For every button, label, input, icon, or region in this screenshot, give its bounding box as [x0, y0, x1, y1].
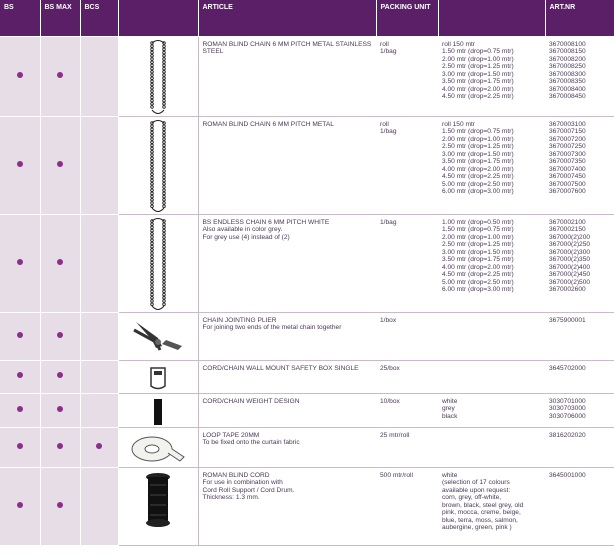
article-number-line: 3670008300	[549, 70, 586, 78]
artnr-cell	[545, 116, 614, 214]
compat-dot-icon	[57, 332, 63, 338]
options-cell	[438, 214, 545, 312]
compat-bs-cell	[0, 393, 40, 427]
option-line: roll 150 mtr	[442, 120, 475, 128]
article-number-line: 3030706000	[549, 412, 586, 420]
packing-cell	[376, 116, 438, 214]
article-number-line: 3645001000	[549, 471, 586, 479]
article-number-line: 3670008400	[549, 85, 586, 93]
article-number-line: 367000(2)450	[549, 271, 591, 278]
header-bcs: BCS	[80, 0, 118, 36]
option-line: blue, terra, moss, salmon,	[442, 516, 518, 524]
packing-unit	[380, 219, 435, 227]
article-title: CORD/CHAIN WEIGHT DESIGN	[202, 397, 300, 405]
compat-dot-icon	[57, 259, 63, 265]
option-line: black	[442, 412, 458, 420]
article-title: ROMAN BLIND CHAIN 6 MM PITCH METAL STAINLESS STEEL	[202, 40, 372, 55]
product-image-cell	[118, 393, 198, 427]
option-line: 6.00 mtr (drop=3.00 mtr)	[442, 188, 514, 195]
option-line: 4.00 mtr (drop=2.00 mtr)	[442, 85, 514, 93]
article-number-line: 3670007250	[549, 143, 586, 150]
article-number-line: 3670007200	[549, 135, 586, 143]
options-cell	[438, 36, 545, 116]
table-row	[0, 467, 614, 545]
option-line: 2.00 mtr (drop=1.00 mtr)	[442, 233, 514, 241]
product-image-cell	[118, 427, 198, 467]
header-row	[0, 0, 614, 36]
artnr-cell	[545, 36, 614, 116]
compat-bs-cell	[0, 116, 40, 214]
table-row	[0, 360, 614, 393]
article-description-line: For joining two ends of the metal chain together	[202, 324, 342, 331]
article-description-line: Also available in color grey.	[202, 226, 283, 233]
compat-bs-cell	[0, 467, 40, 545]
artnr-cell	[545, 427, 614, 467]
option-line: 2.00 mtr (drop=1.00 mtr)	[442, 55, 514, 63]
compat-bs-cell	[0, 427, 40, 467]
bead-chain-loop-icon	[119, 215, 198, 310]
packing-unit-line: 25 mtr/roll	[380, 431, 410, 439]
options-cell	[438, 312, 545, 360]
article-cell	[198, 427, 376, 467]
option-line: 3.50 mtr (drop=1.75 mtr)	[442, 78, 514, 85]
table-row	[0, 116, 614, 214]
option-line: 4.50 mtr (drop=2.25 mtr)	[442, 173, 514, 180]
option-line: 3.00 mtr (drop=1.50 mtr)	[442, 248, 514, 256]
option-line: 2.50 mtr (drop=1.25 mtr)	[442, 241, 514, 248]
compat-bs-cell	[0, 312, 40, 360]
compat-bcs-cell	[80, 360, 118, 393]
packing-unit-line: 10/box	[380, 397, 400, 405]
header-bsmax: BS MAX	[40, 0, 80, 36]
table-row	[0, 312, 614, 360]
compat-bsmax-cell	[40, 36, 80, 116]
packing-unit	[380, 41, 435, 56]
article-number-line: 3670008450	[549, 93, 586, 100]
compat-bcs-cell	[80, 427, 118, 467]
article-title: LOOP TAPE 20MM	[202, 431, 260, 439]
option-line: 2.50 mtr (drop=1.25 mtr)	[442, 63, 514, 70]
compat-dot-icon	[57, 406, 63, 412]
compat-bsmax-cell	[40, 214, 80, 312]
article-number-line: 3670008100	[549, 40, 586, 48]
article-number-line: 3670008150	[549, 48, 586, 55]
article-cell	[198, 214, 376, 312]
table-row	[0, 427, 614, 467]
packing-cell	[376, 214, 438, 312]
article-description	[203, 439, 374, 447]
packing-unit	[380, 365, 435, 373]
packing-cell	[376, 467, 438, 545]
packing-cell	[376, 360, 438, 393]
article-description-line: Thickness: 1.3 mm.	[202, 494, 260, 501]
article-number-line: 3816202020	[549, 431, 586, 439]
article-number-line: 3670007600	[549, 188, 586, 195]
article-number	[549, 317, 611, 325]
option	[442, 219, 542, 294]
compat-bs-cell	[0, 214, 40, 312]
article-number	[549, 432, 611, 440]
header-packing: PACKING UNIT	[376, 0, 438, 36]
article-number-line: 367000(2)200	[549, 233, 591, 241]
compat-bsmax-cell	[40, 116, 80, 214]
article-cell	[198, 393, 376, 427]
packing-unit-line: 25/box	[380, 364, 400, 372]
article-number-line: 367000(2)350	[549, 256, 591, 263]
article-number-line: 3670002150	[549, 226, 586, 233]
article-number-line: 3030701000	[549, 397, 586, 405]
compat-bsmax-cell	[40, 360, 80, 393]
weight-bar-icon	[119, 394, 198, 427]
article-cell	[198, 116, 376, 214]
header-image	[118, 0, 198, 36]
product-image-cell	[118, 360, 198, 393]
packing-unit-line: 500 mtr/roll	[380, 471, 413, 479]
article-number-line: 3670003100	[549, 120, 586, 128]
article-number	[549, 365, 611, 373]
artnr-cell	[545, 393, 614, 427]
option-line: 4.00 mtr (drop=2.00 mtr)	[442, 263, 514, 271]
product-image-cell	[118, 214, 198, 312]
header-bs: BS	[0, 0, 40, 36]
article-cell	[198, 312, 376, 360]
compat-dot-icon	[57, 72, 63, 78]
article-number-line: 3670007450	[549, 173, 586, 180]
packing-unit	[380, 121, 435, 136]
option-line: aubergine, green, pink )	[442, 524, 512, 531]
article-description-line: For grey use (4) instead of (2)	[202, 233, 290, 241]
compat-dot-icon	[17, 259, 23, 265]
compat-bs-cell	[0, 360, 40, 393]
article-title: ROMAN BLIND CHAIN 6 MM PITCH METAL	[202, 120, 334, 128]
compat-dot-icon	[17, 443, 23, 449]
article-number-line: 3670002100	[549, 218, 586, 226]
compat-dot-icon	[96, 443, 102, 449]
option-line: corn, grey, off-white,	[442, 494, 502, 501]
article-title: BS ENDLESS CHAIN 6 MM PITCH WHITE	[202, 218, 330, 226]
article-number-line: 3670007150	[549, 128, 586, 135]
option-line: pink, mocca, creme, beige,	[442, 509, 521, 516]
options-cell	[438, 360, 545, 393]
option-line: 4.50 mtr (drop=2.25 mtr)	[442, 271, 514, 278]
article-number-line: 3030703000	[549, 405, 586, 412]
option-line: 4.50 mtr (drop=2.25 mtr)	[442, 93, 514, 100]
header-options	[438, 0, 545, 36]
option-line: 2.50 mtr (drop=1.25 mtr)	[442, 143, 514, 150]
compat-bcs-cell	[80, 312, 118, 360]
article-number-line: 367000(2)300	[549, 248, 591, 256]
article-number-line: 3670008250	[549, 63, 586, 70]
option-line: white	[442, 397, 458, 405]
options-cell	[438, 393, 545, 427]
article-description-line: To be fixed onto the curtain fabric	[202, 439, 300, 446]
compat-bcs-cell	[80, 116, 118, 214]
option	[442, 472, 542, 532]
packing-unit-line: 1/bag	[380, 218, 397, 226]
article-cell	[198, 360, 376, 393]
artnr-cell	[545, 360, 614, 393]
compat-bcs-cell	[80, 393, 118, 427]
article-number-line: 3670008350	[549, 78, 586, 85]
article-number-line: 3645702000	[549, 364, 586, 372]
option-line: white	[442, 471, 458, 479]
compat-bcs-cell	[80, 214, 118, 312]
compat-dot-icon	[57, 443, 63, 449]
compat-bsmax-cell	[40, 312, 80, 360]
option-line: 3.00 mtr (drop=1.50 mtr)	[442, 150, 514, 158]
article-number-line: 3675900001	[549, 316, 586, 324]
artnr-cell	[545, 467, 614, 545]
cord-spool-icon	[119, 468, 198, 531]
option	[442, 121, 542, 196]
product-image-cell	[118, 312, 198, 360]
options-cell	[438, 467, 545, 545]
packing-unit	[380, 472, 435, 480]
option-line: roll 150 mtr	[442, 40, 475, 48]
option-line: 1.50 mtr (drop=0.75 mtr)	[442, 128, 514, 135]
article-number-line: 3670007400	[549, 165, 586, 173]
compat-bsmax-cell	[40, 427, 80, 467]
option-line: brown, black, steel grey, old	[442, 501, 524, 509]
packing-unit-line: 1/box	[380, 316, 397, 324]
compat-dot-icon	[17, 372, 23, 378]
article-number	[549, 472, 611, 480]
article-number-line: 3670007500	[549, 180, 586, 188]
article-number	[549, 219, 611, 294]
compat-dot-icon	[17, 161, 23, 167]
table-row	[0, 36, 614, 116]
option-line: (selection of 17 colours	[442, 479, 510, 486]
tape-roll-icon	[119, 428, 198, 465]
artnr-cell	[545, 214, 614, 312]
packing-unit	[380, 432, 435, 440]
compat-bsmax-cell	[40, 393, 80, 427]
bead-chain-icon	[119, 37, 198, 114]
compat-dot-icon	[17, 502, 23, 508]
option-line: 1.50 mtr (drop=0.75 mtr)	[442, 48, 514, 55]
option-line: available upon request:	[442, 486, 511, 494]
option-line: 3.00 mtr (drop=1.50 mtr)	[442, 70, 514, 78]
option-line: 3.50 mtr (drop=1.75 mtr)	[442, 256, 514, 263]
options-cell	[438, 427, 545, 467]
article-description	[203, 479, 374, 502]
compat-dot-icon	[17, 72, 23, 78]
article-number-line: 3670007300	[549, 150, 586, 158]
packing-unit-line: roll	[380, 120, 389, 128]
compat-dot-icon	[57, 161, 63, 167]
article-description-line: Cord Roll Support / Cord Drum.	[202, 486, 295, 494]
packing-unit-line: 1/bag	[380, 48, 397, 55]
packing-cell	[376, 427, 438, 467]
header-article: ARTICLE	[198, 0, 376, 36]
option	[442, 41, 542, 101]
table-row	[0, 393, 614, 427]
compat-dot-icon	[57, 502, 63, 508]
article-description-line: For use in combination with	[202, 479, 283, 486]
packing-cell	[376, 312, 438, 360]
plier-icon	[119, 313, 198, 356]
option-line: 1.50 mtr (drop=0.75 mtr)	[442, 226, 514, 233]
compat-bsmax-cell	[40, 467, 80, 545]
option-line: grey	[442, 405, 455, 412]
option-line: 5.00 mtr (drop=2.50 mtr)	[442, 180, 514, 188]
article-number	[549, 41, 611, 101]
packing-cell	[376, 393, 438, 427]
article-number-line: 367000(2)500	[549, 278, 591, 286]
option-line: 2.00 mtr (drop=1.00 mtr)	[442, 135, 514, 143]
compat-dot-icon	[57, 372, 63, 378]
article-cell	[198, 467, 376, 545]
compat-bcs-cell	[80, 36, 118, 116]
article-description	[203, 324, 374, 332]
compat-bcs-cell	[80, 467, 118, 545]
product-image-cell	[118, 36, 198, 116]
bead-chain-icon	[119, 117, 198, 212]
article-description	[203, 226, 374, 241]
option-line: 6.00 mtr (drop=3.00 mtr)	[442, 286, 514, 293]
article-number-line: 3670008200	[549, 55, 586, 63]
packing-unit-line: roll	[380, 40, 389, 48]
option-line: 4.00 mtr (drop=2.00 mtr)	[442, 165, 514, 173]
article-title: CORD/CHAIN WALL MOUNT SAFETY BOX SINGLE	[202, 364, 359, 372]
table-row	[0, 214, 614, 312]
article-cell	[198, 36, 376, 116]
compat-dot-icon	[17, 332, 23, 338]
artnr-cell	[545, 312, 614, 360]
wall-mount-box-icon	[119, 361, 198, 392]
compat-dot-icon	[17, 406, 23, 412]
option-line: 5.00 mtr (drop=2.50 mtr)	[442, 278, 514, 286]
article-number-line: 3670002600	[549, 286, 586, 293]
compat-bs-cell	[0, 36, 40, 116]
article-number	[549, 121, 611, 196]
option-line: 3.50 mtr (drop=1.75 mtr)	[442, 158, 514, 165]
packing-cell	[376, 36, 438, 116]
option-line: 1.00 mtr (drop=0.50 mtr)	[442, 218, 514, 226]
article-number-line: 367000(2)400	[549, 263, 591, 271]
product-image-cell	[118, 116, 198, 214]
packing-unit-line: 1/bag	[380, 128, 397, 135]
packing-unit	[380, 317, 435, 325]
article-title: CHAIN JOINTING PLIER	[202, 316, 277, 324]
article-title: ROMAN BLIND CORD	[202, 471, 270, 479]
product-image-cell	[118, 467, 198, 545]
header-artnr: ART.NR	[545, 0, 614, 36]
article-number-line: 367000(2)250	[549, 241, 591, 248]
article-number	[549, 398, 611, 421]
packing-unit	[380, 398, 435, 406]
options-cell	[438, 116, 545, 214]
option	[442, 398, 542, 421]
article-number-line: 3670007350	[549, 158, 586, 165]
